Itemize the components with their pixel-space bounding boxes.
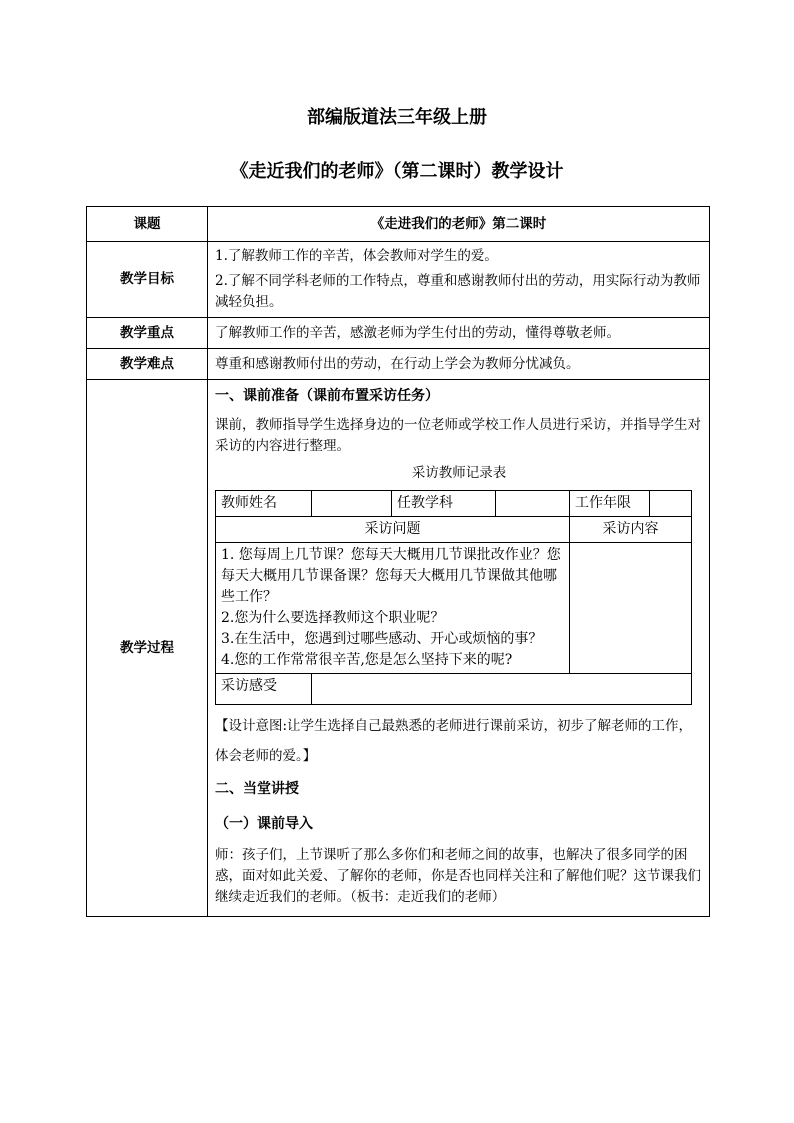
topic-value: 《走进我们的老师》第二课时 xyxy=(208,207,710,242)
interview-record-table xyxy=(215,490,692,705)
section-heading: 一、课前准备（课前布置采访任务） xyxy=(215,388,439,404)
goals-label: 教学目标 xyxy=(87,242,208,318)
question-item: 2.您为什么要选择教师这个职业呢？ xyxy=(221,610,445,626)
question-item: 3.在生活中，您遇到过哪些感动、开心或烦恼的事？ xyxy=(221,631,543,647)
key-points-row xyxy=(87,318,710,349)
key-points-value: 了解教师工作的辛苦，感激老师为学生付出的劳动，懂得尊敬老师。 xyxy=(208,318,710,349)
answer-cell xyxy=(570,543,692,674)
record-questions-row xyxy=(216,543,692,674)
feeling-cell xyxy=(312,674,692,705)
subsection-heading: （一）课前导入 xyxy=(215,816,313,832)
lesson-title: 《走近我们的老师》（第二课时）教学设计 xyxy=(230,161,564,182)
goal-item: 1.了解教师工作的辛苦，体会教师对学生的爱。 xyxy=(215,248,498,264)
goals-row xyxy=(87,242,710,318)
question-header: 采访问题 xyxy=(216,517,570,543)
design-intent: 【设计意图:让学生选择自己最熟悉的老师进行课前采访，初步了解老师的工作，体会老师的爱。】 xyxy=(215,718,693,764)
section-heading: 二、当堂讲授 xyxy=(215,781,299,797)
record-header-row xyxy=(216,517,692,543)
process-row xyxy=(87,380,710,917)
section-text: 课前，教师指导学生选择身边的一位老师或学校工作人员进行采访，并指导学生对采访的内容进行整理。 xyxy=(215,417,701,454)
key-points-label: 教学重点 xyxy=(87,318,208,349)
years-cell xyxy=(650,491,692,517)
teacher-name-cell xyxy=(312,491,392,517)
question-item: 1. 您每周上几节课？您每天大概用几节课批改作业？您每天大概用几节课备课？您每天大概用几节课做其他哪些工作？ xyxy=(221,547,561,605)
difficulty-label: 教学难点 xyxy=(87,349,208,380)
record-info-row xyxy=(216,491,692,517)
record-feeling-row xyxy=(216,674,692,705)
question-item: 4.您的工作常常很辛苦,您是怎么坚持下来的呢? xyxy=(221,652,513,668)
topic-label: 课题 xyxy=(87,207,208,242)
subsection-text: 师：孩子们，上节课听了那么多你们和老师之间的故事，也解决了很多同学的困惑，面对如此关爱、了解你的老师，你是否也同样关注和了解他们呢？这节课我们继续走近我们的老师。（板书：走近我们的老师） xyxy=(215,847,701,905)
lesson-plan-table xyxy=(86,206,710,917)
years-label: 工作年限 xyxy=(570,491,650,517)
process-content xyxy=(208,380,710,917)
record-table-title: 采访教师记录表 xyxy=(411,465,507,481)
subject-cell xyxy=(496,491,570,517)
question-list xyxy=(216,543,570,674)
goals-content xyxy=(208,242,710,318)
subject-label: 任教学科 xyxy=(392,491,496,517)
feeling-label: 采访感受 xyxy=(216,674,312,705)
difficulty-row xyxy=(87,349,710,380)
topic-row xyxy=(87,207,710,242)
teacher-name-label: 教师姓名 xyxy=(216,491,312,517)
content-header: 采访内容 xyxy=(570,517,692,543)
goal-item: 2.了解不同学科老师的工作特点，尊重和感谢教师付出的劳动，用实际行动为教师减轻负担。 xyxy=(215,273,701,310)
document-title: 部编版道法三年级上册 xyxy=(307,107,487,128)
process-label: 教学过程 xyxy=(87,380,208,917)
difficulty-value: 尊重和感谢教师付出的劳动，在行动上学会为教师分忧减负。 xyxy=(208,349,710,380)
